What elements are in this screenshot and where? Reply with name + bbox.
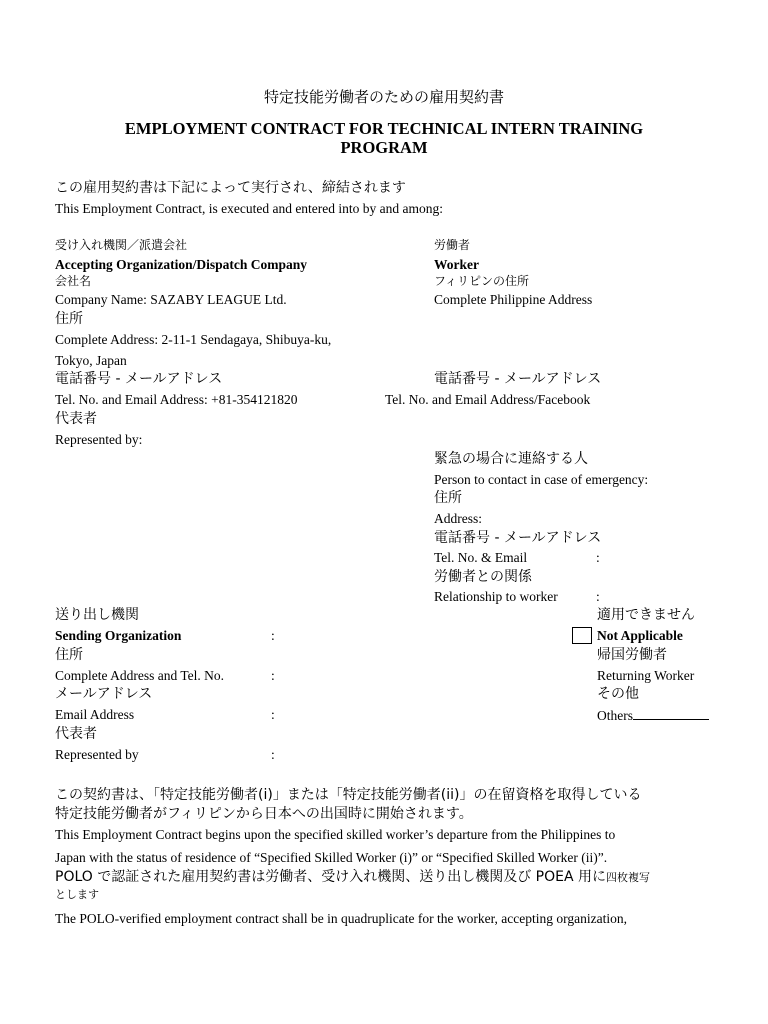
- sending-email-colon: :: [271, 707, 275, 722]
- company-rep-jp: 代表者: [55, 411, 97, 427]
- paragraph1-en-line1: This Employment Contract begins upon the specified skilled worker’s departure from the Philippines to: [55, 827, 616, 842]
- relationship-jp: 労働者との関係: [434, 569, 532, 585]
- title-japanese: 特定技能労働者のための雇用契約書: [263, 88, 504, 106]
- paragraph2-jp-line2: とします: [55, 888, 99, 901]
- paragraph2-en-line1: The POLO-verified employment contract shall be in quadruplicate for the worker, accepting organization,: [55, 911, 628, 926]
- company-address-line2: Tokyo, Japan: [55, 353, 127, 368]
- emergency-tel-colon: :: [596, 550, 600, 565]
- company-tel-jp: 電話番号 - メールアドレス: [55, 371, 223, 387]
- returning-worker-jp: 帰国労働者: [597, 647, 667, 663]
- sending-rep-jp: 代表者: [55, 726, 97, 742]
- paragraph1-jp-line2: 特定技能労働者がフィリピンから日本への出国時に開始されます。: [55, 806, 473, 822]
- not-applicable-checkbox[interactable]: [572, 627, 592, 644]
- others-label: Others: [597, 708, 633, 723]
- emergency-address-jp: 住所: [434, 490, 462, 506]
- company-name: Company Name: SAZABY LEAGUE Ltd.: [55, 292, 287, 307]
- emergency-tel-jp: 電話番号 - メールアドレス: [434, 530, 602, 546]
- returning-worker: Returning Worker: [597, 668, 695, 683]
- others-blank-line[interactable]: [633, 707, 709, 720]
- company-tel: Tel. No. and Email Address: +81-354121820: [55, 392, 298, 407]
- sending-rep-colon: :: [271, 747, 275, 762]
- title-english-line2: PROGRAM: [340, 138, 428, 157]
- sending-address-colon: :: [271, 668, 275, 683]
- sending-email: Email Address: [55, 707, 135, 722]
- company-rep: Represented by:: [55, 432, 143, 447]
- intro-english: This Employment Contract, is executed and entered into by and among:: [55, 201, 444, 216]
- emergency-contact-jp: 緊急の場合に連絡する人: [434, 451, 588, 467]
- title-english-line1: EMPLOYMENT CONTRACT FOR TECHNICAL INTERN TRAINING: [124, 119, 644, 138]
- sending-org-colon: :: [271, 628, 275, 643]
- worker-address-jp: フィリピンの住所: [434, 274, 530, 288]
- worker-tel-jp: 電話番号 - メールアドレス: [434, 371, 602, 387]
- others-jp: その他: [597, 686, 639, 702]
- accepting-org-heading: Accepting Organization/Dispatch Company: [55, 257, 308, 272]
- worker-address: Complete Philippine Address: [434, 292, 593, 307]
- worker-tel: Tel. No. and Email Address/Facebook: [385, 392, 591, 407]
- not-applicable-label: Not Applicable: [597, 628, 683, 643]
- not-applicable-jp: 適用できません: [597, 607, 695, 623]
- sending-address-jp: 住所: [55, 647, 83, 663]
- sending-org-heading: Sending Organization: [55, 628, 182, 643]
- intro-japanese: この雇用契約書は下記によって実行され、締結されます: [55, 180, 406, 196]
- emergency-contact: Person to contact in case of emergency:: [434, 472, 649, 487]
- relationship: Relationship to worker: [434, 589, 558, 604]
- worker-heading-jp: 労働者: [434, 238, 471, 252]
- emergency-tel: Tel. No. & Email: [434, 550, 528, 565]
- worker-heading: Worker: [434, 257, 479, 272]
- paragraph1-en-line2: Japan with the status of residence of “Specified Skilled Worker (i)” or “Specified Skilled Worker (ii)”.: [55, 850, 608, 865]
- sending-address: Complete Address and Tel. No.: [55, 668, 225, 683]
- sending-rep: Represented by: [55, 747, 139, 762]
- company-address-jp: 住所: [55, 311, 83, 327]
- relationship-colon: :: [596, 589, 600, 604]
- emergency-address: Address:: [434, 511, 482, 526]
- paragraph2-jp-small: 四枚複写: [606, 871, 651, 884]
- paragraph2-jp-main: POLO で認証された雇用契約書は労働者、受け入れ機関、送り出し機関及び POEA 用に: [55, 869, 607, 885]
- paragraph2-jp-line1: [55, 869, 650, 886]
- others-row: [597, 707, 709, 724]
- sending-email-jp: メールアドレス: [55, 686, 153, 702]
- paragraph1-jp-line1: この契約書は、「特定技能労働者(i)」または「特定技能労働者(ii)」の在留資格を取得している: [55, 787, 642, 803]
- accepting-org-heading-jp: 受け入れ機関／派遣会社: [55, 238, 188, 252]
- company-address-line1: Complete Address: 2-11-1 Sendagaya, Shibuya-ku,: [55, 332, 332, 347]
- sending-org-heading-jp: 送り出し機関: [55, 607, 139, 623]
- company-name-jp: 会社名: [55, 274, 92, 288]
